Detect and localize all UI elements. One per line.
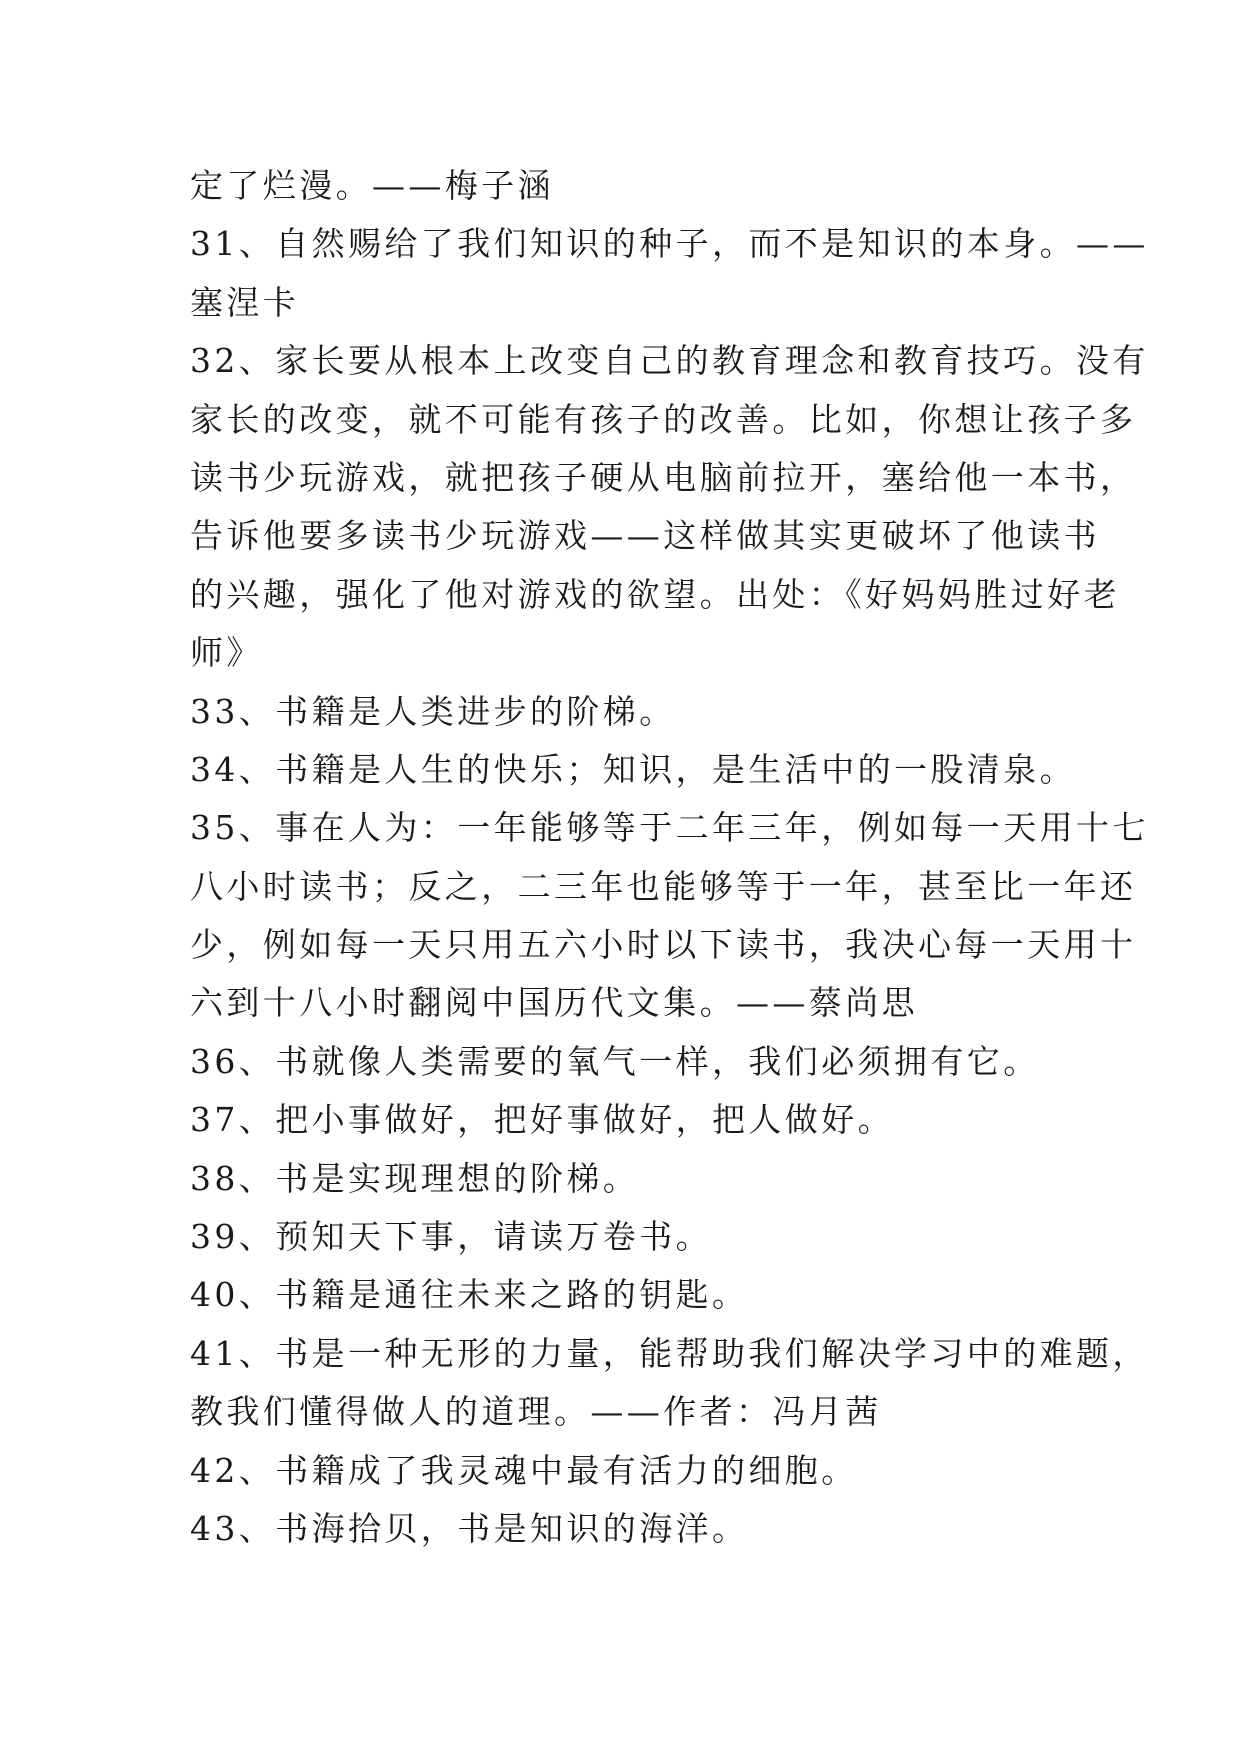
text-line: 八小时读书；反之，二三年也能够等于一年，甚至比一年还 xyxy=(190,866,1137,906)
text-line: 40、书籍是通往未来之路的钥匙。 xyxy=(190,1275,749,1315)
text-line: 的兴趣，强化了他对游戏的欲望。出处：《好妈妈胜过好老 xyxy=(190,574,1120,614)
text-line: 教我们懂得做人的道理。——作者：冯月茜 xyxy=(190,1392,882,1432)
text-line: 35、事在人为：一年能够等于二年三年，例如每一天用十七 xyxy=(190,808,1149,848)
text-line: 39、预知天下事，请读万卷书。 xyxy=(190,1217,712,1257)
text-line: 六到十八小时翻阅中国历代文集。——蔡尚思 xyxy=(190,983,918,1023)
text-line: 33、书籍是人类进步的阶梯。 xyxy=(190,691,676,731)
text-line: 塞涅卡 xyxy=(190,282,300,322)
text-line: 41、书是一种无形的力量，能帮助我们解决学习中的难题， xyxy=(190,1333,1149,1373)
text-line: 定了烂漫。——梅子涵 xyxy=(190,166,554,205)
text-line: 43、书海拾贝，书是知识的海洋。 xyxy=(190,1508,749,1548)
document-body xyxy=(190,157,1149,1558)
text-line: 37、把小事做好，把好事做好，把人做好。 xyxy=(190,1100,894,1140)
text-line: 读书少玩游戏，就把孩子硬从电脑前拉开，塞给他一本书， xyxy=(190,457,1137,497)
text-line: 少，例如每一天只用五六小时以下读书，我决心每一天用十 xyxy=(190,925,1137,965)
text-line: 36、书就像人类需要的氧气一样，我们必须拥有它。 xyxy=(190,1041,1040,1081)
text-line: 告诉他要多读书少玩游戏——这样做其实更破坏了他读书 xyxy=(190,516,1100,556)
text-line: 32、家长要从根本上改变自己的教育理念和教育技巧。没有 xyxy=(190,341,1149,381)
text-line: 34、书籍是人生的快乐；知识，是生活中的一股清泉。 xyxy=(190,749,1076,789)
text-line: 师》 xyxy=(190,633,263,673)
text-line: 家长的改变，就不可能有孩子的改善。比如，你想让孩子多 xyxy=(190,399,1137,439)
text-line: 38、书是实现理想的阶梯。 xyxy=(190,1158,640,1198)
text-line: 42、书籍成了我灵魂中最有活力的细胞。 xyxy=(190,1450,858,1490)
text-line: 31、自然赐给了我们知识的种子，而不是知识的本身。—— xyxy=(190,224,1149,264)
